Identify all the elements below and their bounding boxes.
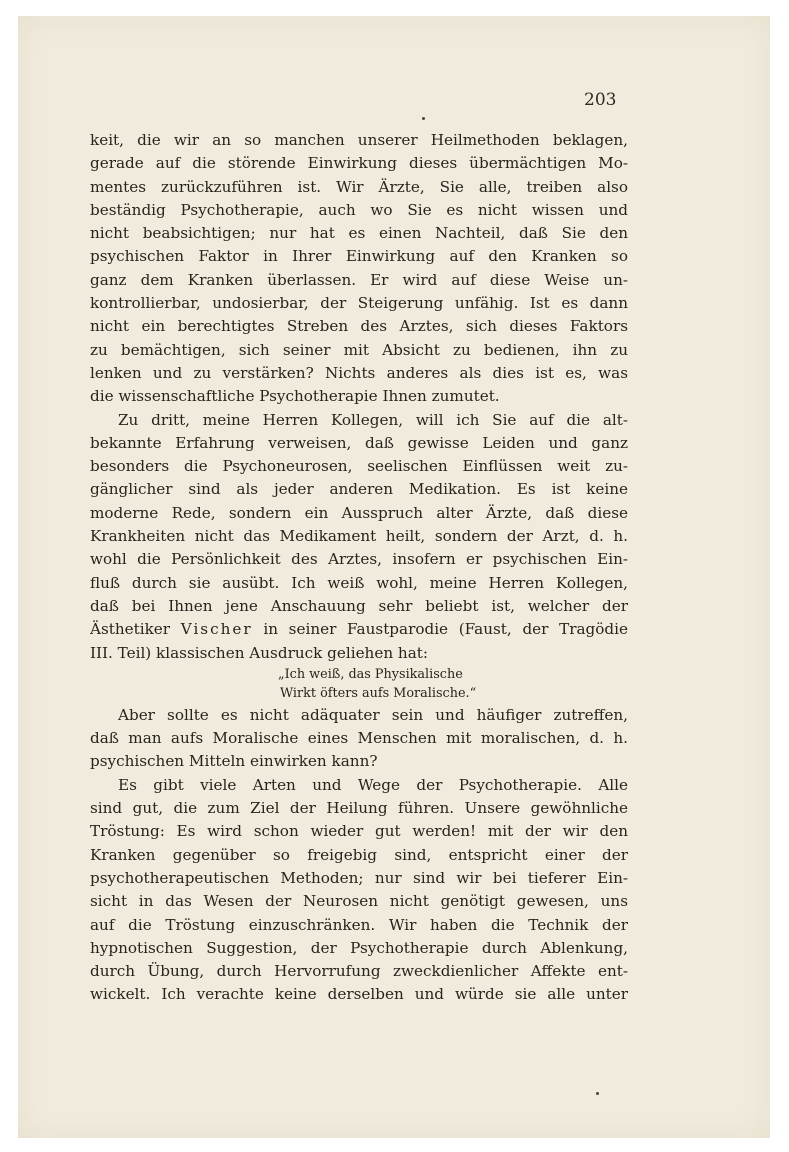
text-line: hypnotischen Suggestion, der Psychotherapie durch Ablenkung, [90,938,628,957]
text-line: auf die Tröstung einzuschränken. Wir haben die Technik der [90,915,628,934]
text-line: sicht in das Wesen der Neurosen nicht genötigt gewesen, uns [90,892,628,911]
text-line: Kranken gegenüber so freigebig sind, entspricht einer der [90,845,628,864]
ink-speck-bottom [596,1092,599,1095]
ink-speck-top [422,117,425,120]
text-line: psychischen Mitteln einwirken kann? [90,752,378,771]
text-line: psychischen Faktor in Ihrer Einwirkung auf den Kranken so [90,247,628,266]
text-line: daß man aufs Moralische eines Menschen mit moralischen, d. h. [90,729,628,748]
text-line: keit, die wir an so manchen unserer Heilmethoden beklagen, [90,131,628,149]
paragraph-2 [90,409,628,665]
page-number: 203 [584,90,617,110]
paragraph-1 [90,129,628,409]
book-page [18,16,770,1138]
text-line: mentes zurückzuführen ist. Wir Ärzte, Sie alle, treiben also [90,177,628,196]
text-line: moderne Rede, sondern ein Ausspruch alter Ärzte, daß diese [90,503,628,522]
text-line: kontrollierbar, undosierbar, der Steigerung unfähig. Ist es dann [90,294,628,313]
paragraph-3 [90,704,628,774]
text-line: gänglicher sind als jeder anderen Medikation. Es ist keine [90,480,628,499]
text-line: die wissenschaftliche Psychotherapie Ihnen zumutet. [90,387,500,406]
text-line [90,618,628,641]
text-line: Krankheiten nicht das Medikament heilt, sondern der Arzt, d. h. [90,527,628,546]
text-line: ganz dem Kranken überlassen. Er wird auf diese Weise un- [90,270,628,289]
text-line: wickelt. Ich verachte keine derselben und würde sie alle unter [90,985,628,1004]
text-line: nicht ein berechtigtes Streben des Arztes, sich dieses Faktors [90,317,628,336]
paragraph-4 [90,774,628,1007]
text-segment: Ästhetiker [90,620,181,639]
text-segment: in seiner Faustparodie (Faust, der Tragödie [252,620,628,639]
text-line: zu bemächtigen, sich seiner mit Absicht zu bedienen, ihn zu [90,340,628,359]
text-line: gerade auf die störende Einwirkung dieses übermächtigen Mo- [90,154,628,173]
text-line: fluß durch sie ausübt. Ich weiß wohl, meine Herren Kollegen, [90,573,628,592]
text-line: daß bei Ihnen jene Anschauung sehr beliebt ist, welcher der [90,596,628,615]
quote-line: Wirkt öfters aufs Moralische.“ [280,686,477,702]
text-line: sind gut, die zum Ziel der Heilung führen. Unsere gewöhnliche [90,799,628,818]
quote-line: „Ich weiß, das Physikalische [278,666,463,682]
verse-quote [90,665,628,704]
text-line: lenken und zu verstärken? Nichts anderes als dies ist es, was [90,363,628,382]
text-line: Aber sollte es nicht adäquater sein und häufiger zutreffen, [118,705,628,724]
text-line: Tröstung: Es wird schon wieder gut werden! mit der wir den [90,822,628,841]
text-line: psychotherapeutischen Methoden; nur sind wir bei tieferer Ein- [90,868,628,887]
text-line: wohl die Persönlichkeit des Arztes, insofern er psychischen Ein- [90,550,628,569]
text-line: besonders die Psychoneurosen, seelischen Einflüssen weit zu- [90,457,628,476]
author-name-spaced: Vischer [180,620,253,639]
text-line: Es gibt viele Arten und Wege der Psychotherapie. Alle [118,775,628,794]
body-text [90,129,628,1007]
text-line: beständig Psychotherapie, auch wo Sie es nicht wissen und [90,200,628,219]
text-line: III. Teil) klassischen Ausdruck geliehen hat: [90,643,428,662]
text-line: Zu dritt, meine Herren Kollegen, will ich Sie auf die alt- [118,410,628,429]
text-line: bekannte Erfahrung verweisen, daß gewisse Leiden und ganz [90,433,628,452]
text-line: durch Übung, durch Hervorrufung zweckdienlicher Affekte ent- [90,962,628,981]
text-line: nicht beabsichtigen; nur hat es einen Nachteil, daß Sie den [90,224,628,243]
